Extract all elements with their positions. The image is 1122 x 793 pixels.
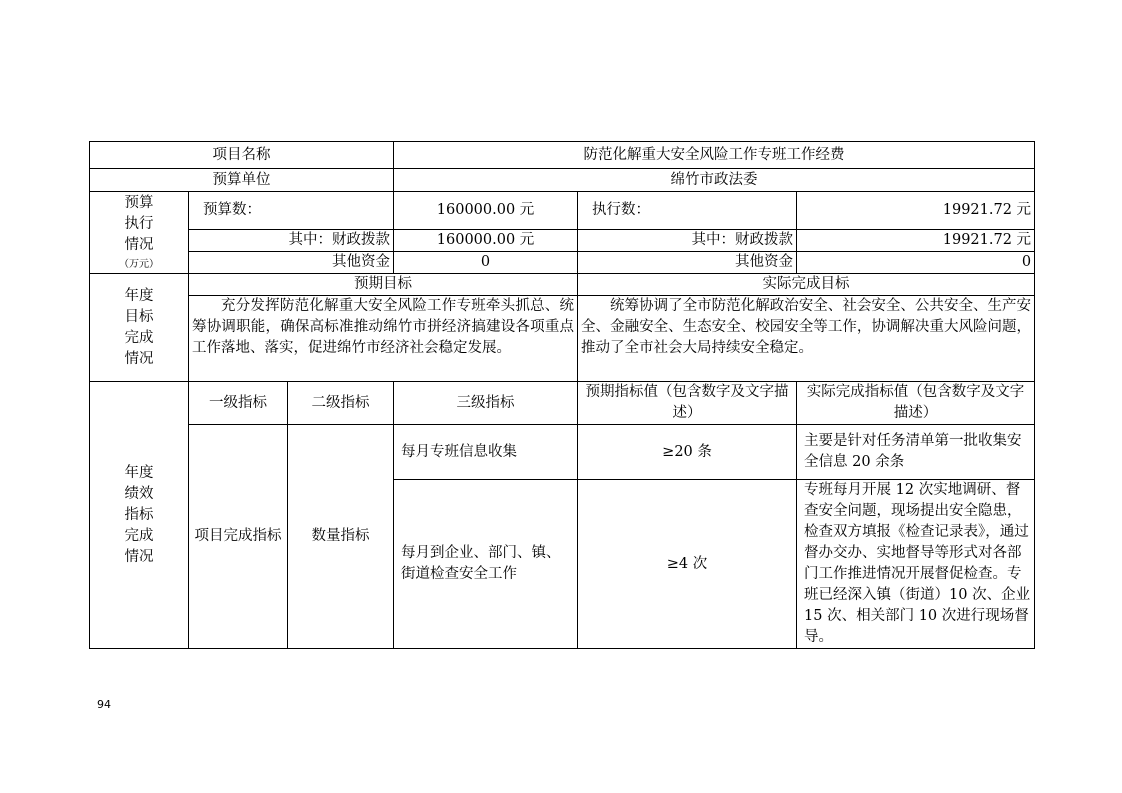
project-name-value: 防范化解重大安全风险工作专班工作经费 [394, 142, 1035, 169]
goals-section-label: 年度 目标 完成 情况 [90, 274, 189, 382]
budget-amount-label: 预算数： [189, 192, 394, 230]
actual-goal-header: 实际完成目标 [578, 274, 1035, 296]
fiscal-exec-value: 19921.72 元 [797, 230, 1035, 252]
fiscal-budget-value: 160000.00 元 [394, 230, 578, 252]
other-budget-value: 0 [394, 252, 578, 274]
performance-table [89, 141, 1035, 649]
budget-unit-note: （万元） [119, 259, 159, 270]
other-exec-value: 0 [797, 252, 1035, 274]
performance-section-label: 年度 绩效 指标 完成 情况 [90, 382, 189, 649]
expected-goal-text: 充分发挥防范化解重大安全风险工作专班牵头抓总、统筹协调职能，确保高标准推动绵竹市拼经济搞建设各项重点工作落地、落实，促进绵竹市经济社会稳定发展。 [189, 296, 578, 382]
header-level3: 三级指标 [394, 382, 578, 425]
project-name-label: 项目名称 [90, 142, 394, 169]
header-level2: 二级指标 [288, 382, 394, 425]
level3-value: 每月到企业、部门、镇、街道检查安全工作 [394, 480, 578, 649]
exec-amount-value: 19921.72 元 [797, 192, 1035, 230]
budget-section-label: 预算 执行 情况 （万元） [90, 192, 189, 274]
budget-unit-label: 预算单位 [90, 169, 394, 192]
expected-goal-header: 预期目标 [189, 274, 578, 296]
level1-value: 项目完成指标 [189, 425, 288, 649]
expected-value: ≥20 条 [578, 425, 797, 480]
header-actual: 实际完成指标值（包含数字及文字描述） [797, 382, 1035, 425]
actual-value: 专班每月开展 12 次实地调研、督查安全问题，现场提出安全隐患，检查双方填报《检查记录表》，通过督办交办、实地督导等形式对各部门工作推进情况开展督促检查。专班已经深入镇（街道）10 次、企业 15 次、相关部门 10 次进行现场督导。 [797, 480, 1035, 649]
actual-value: 主要是针对任务清单第一批收集安全信息 20 余条 [797, 425, 1035, 480]
other-exec-label: 其他资金 [578, 252, 797, 274]
budget-unit-value: 绵竹市政法委 [394, 169, 1035, 192]
fiscal-budget-label: 其中：财政拨款 [189, 230, 394, 252]
level2-value: 数量指标 [288, 425, 394, 649]
level3-value: 每月专班信息收集 [394, 425, 578, 480]
other-budget-label: 其他资金 [189, 252, 394, 274]
exec-amount-label: 执行数： [578, 192, 797, 230]
header-level1: 一级指标 [189, 382, 288, 425]
actual-goal-text: 统筹协调了全市防范化解政治安全、社会安全、公共安全、生产安全、金融安全、生态安全、校园安全等工作，协调解决重大风险问题，推动了全市社会大局持续安全稳定。 [578, 296, 1035, 382]
expected-value: ≥4 次 [578, 480, 797, 649]
budget-amount-value: 160000.00 元 [394, 192, 578, 230]
page-number: 94 [97, 698, 111, 711]
fiscal-exec-label: 其中：财政拨款 [578, 230, 797, 252]
header-expected: 预期指标值（包含数字及文字描述） [578, 382, 797, 425]
table-row [90, 425, 1035, 480]
